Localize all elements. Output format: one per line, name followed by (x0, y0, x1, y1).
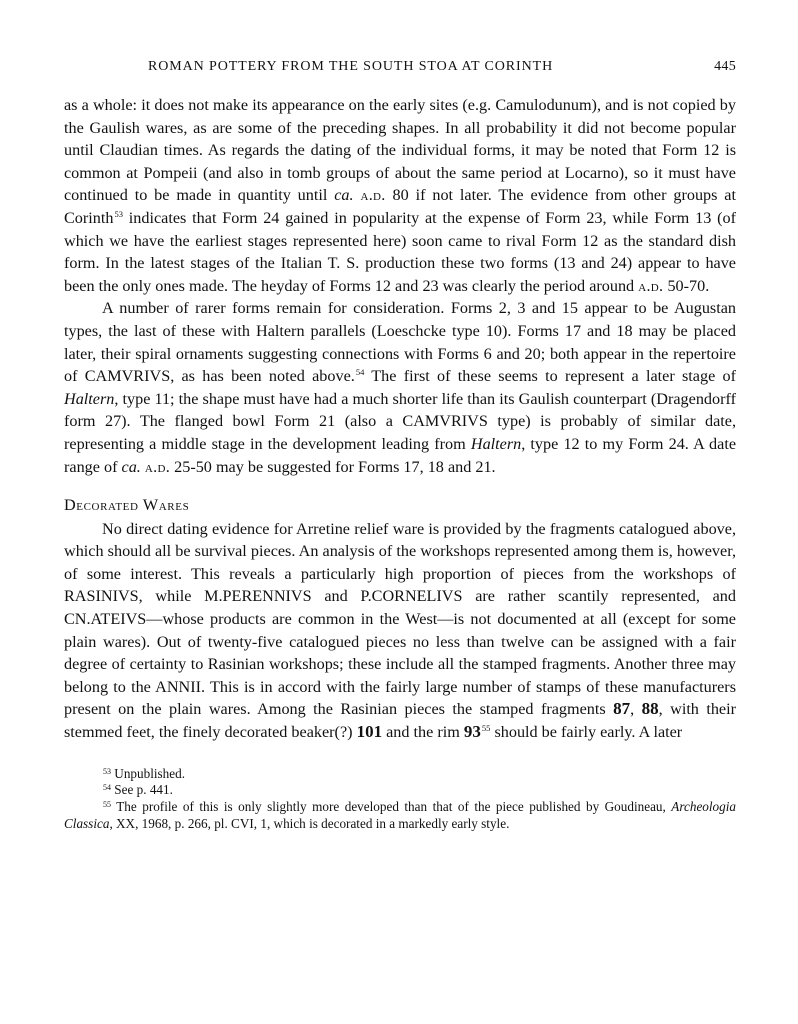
catalogue-number: 87 (613, 699, 631, 719)
footnotes (64, 766, 736, 833)
footnote-ref-54: 54 (355, 367, 365, 378)
page-number: 445 (714, 59, 736, 74)
footnote-ref-55: 55 (481, 723, 491, 734)
page (64, 56, 736, 833)
catalogue-number: 93 (463, 722, 481, 742)
paragraph-2: A number of rarer forms remain for consideration. Forms 2, 3 and 15 appear to be Augustan types, the last of these with Haltern parallels (Loeschcke type 10). Forms 17 and 18 may be placed later, their spiral ornaments suggesting connections with Forms 6 and 20; both appear in the repertoire of CAMVRIVS, as has been noted above.$^{54}$ The first of these seems to represent a later stage of Haltern, type 11; the shape must have had a much shorter life than its Gaulish counterpart (Dragendorff form 27). The flanged bowl Form 21 (also a CAMVRIVS type) is probably of similar date, representing a middle stage in the development leading from Haltern, type 12 to my Form 24. A date range of ca. a.d. 25-50 may be suggested for Forms 17, 18 and 21. (64, 299, 737, 476)
footnote-53: $^{53}$ Unpublished. (103, 765, 185, 781)
paragraph-3: No direct dating evidence for Arretine relief ware is provided by the fragments catalogued above, which should all be survival pieces. An analysis of the workshops represented among them is, however, of some interest. This reveals a particularly high proportion of pieces from the workshops of RASINIVS, while M.PERENNIVS and P.CORNELIVS are rather scantily represented, and CN.ATEIVS—whose products are common in the West—is not documented at all (except for some plain wares). Out of twenty-five catalogued pieces no less than twelve can be assigned with a fair degree of certainty to Rasinian workshops; these include all the stamped fragments. Another three may belong to the ANNII. This is in accord with the fairly large number of stamps of these manufacturers present on the plain wares. Among the Rasinian pieces the stamped fragments 87, 88, with their stemmed feet, the finely decorated beaker(?) 101 and the rim $93^{55}$ should be fairly early. A later (64, 519, 737, 742)
catalogue-number: 101 (356, 722, 383, 742)
catalogue-number: 88 (641, 699, 659, 719)
body-text (64, 94, 736, 744)
footnote-55: $^{55}$ The profile of this is only slightly more developed than that of the piece published by Goudineau, Archeologia Classica, XX, 1968, p. 266, pl. CVI, 1, which is decorated in a markedly early style. (64, 799, 736, 832)
running-title: ROMAN POTTERY FROM THE SOUTH STOA AT CORINTH (148, 59, 554, 74)
section-heading: Decorated Wares (64, 496, 190, 515)
running-head (64, 56, 736, 78)
paragraph-1: as a whole: it does not make its appearance on the early sites (e.g. Camulodunum), and is not copied by the Gaulish wares, as are some of the preceding shapes. In all probability it did not become popular until Claudian times. As regards the dating of the individual forms, it may be noted that Form 12 is common at Pompeii (and also in tomb groups of about the same period at Locarno), so it must have continued to be made in quantity until ca. a.d. 80 if not later. The evidence from other groups at Corinth$^{53}$ indicates that Form 24 gained in popularity at the expense of Form 23, while Form 13 (of which we have the earliest stages represented here) soon came to rival Form 12 as the standard dish form. In the latest stages of the Italian T. S. production these two forms (13 and 24) appear to have been the only ones made. The heyday of Forms 12 and 23 was clearly the period around a.d. 50-70. (64, 96, 736, 295)
footnote-ref-53: 53 (114, 208, 123, 219)
footnote-54: $^{54}$ See p. 441. (103, 782, 173, 798)
